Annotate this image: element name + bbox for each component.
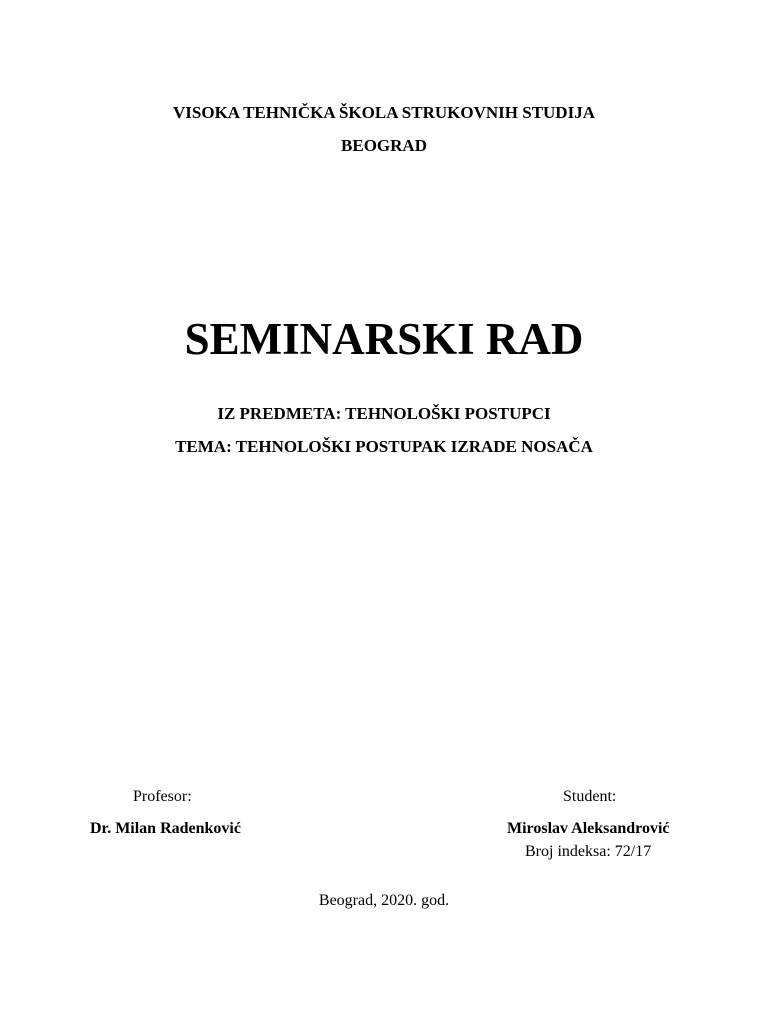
place-and-date: Beograd, 2020. god. (318, 892, 450, 909)
student-name: Miroslav Aleksandrović (507, 820, 670, 837)
topic-line: TEMA: TEHNOLOŠKI POSTUPAK IZRADE NOSAČA (175, 437, 593, 456)
institution-name: VISOKA TEHNIČKA ŠKOLA STRUKOVNIH STUDIJA (173, 103, 595, 122)
institution-city: BEOGRAD (341, 136, 427, 155)
student-index-number: Broj indeksa: 72/17 (525, 843, 652, 860)
document-title: SEMINARSKI RAD (184, 314, 584, 364)
professor-label: Profesor: (133, 788, 192, 805)
professor-name: Dr. Milan Radenković (90, 820, 241, 837)
subject-line: IZ PREDMETA: TEHNOLOŠKI POSTUPCI (217, 404, 551, 423)
student-label: Student: (563, 788, 617, 805)
